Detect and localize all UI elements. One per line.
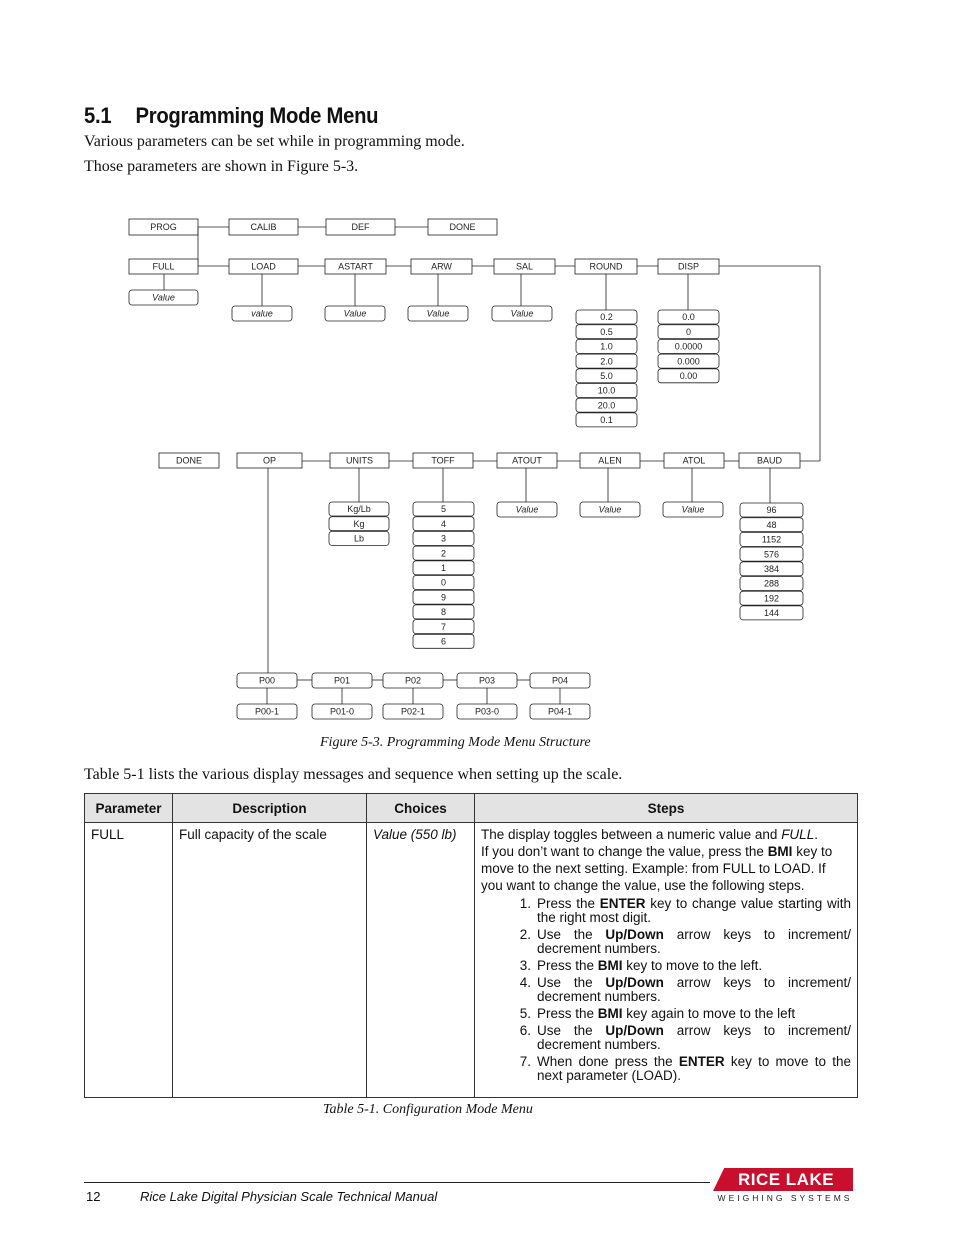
toff-option <box>413 590 474 604</box>
value-arw-label: Value <box>426 308 450 319</box>
value-atol <box>663 502 723 517</box>
toff-option-label: 6 <box>440 636 447 647</box>
disp-option-label: 0.00 <box>679 371 698 381</box>
op-value-p03-0-label: P03-0 <box>474 706 500 717</box>
baud-option-label: 1152 <box>761 534 782 545</box>
param-done-label: DONE <box>175 455 203 466</box>
round-option-label: 5.0 <box>600 371 613 381</box>
round-option <box>576 325 637 339</box>
toff-option <box>413 634 474 648</box>
cell-steps <box>475 823 858 1098</box>
units-option-label: Lb <box>353 533 365 544</box>
value-load <box>232 306 292 321</box>
param-baud-label: BAUD <box>756 455 783 466</box>
menu-done-label: DONE <box>449 222 476 233</box>
round-option-label: 0.5 <box>600 326 613 337</box>
param-sal-label: SAL <box>515 261 534 272</box>
value-atout-label: Value <box>515 504 539 515</box>
header-parameter: Parameter <box>85 794 173 823</box>
toff-option-label: 7 <box>440 621 447 632</box>
value-full-label: Value <box>152 292 175 303</box>
param-atout <box>497 453 557 468</box>
param-load <box>229 259 298 274</box>
toff-option-label: 9 <box>440 592 447 603</box>
step-item: 4. Use the Up/Down arrow keys to increment/ decrement numbers. <box>519 975 851 1004</box>
param-round-label: ROUND <box>589 261 623 272</box>
table-caption: Table 5-1. Configuration Mode Menu <box>323 1102 533 1117</box>
value-atol-label: Value <box>681 504 705 515</box>
param-toff <box>413 453 473 468</box>
baud-option <box>740 503 803 517</box>
toff-option <box>413 605 474 619</box>
manual-title: Rice Lake Digital Physician Scale Technical Manual <box>140 1189 438 1204</box>
value-full <box>129 290 198 305</box>
cell-parameter: FULL <box>85 823 173 1098</box>
value-arw <box>408 306 468 321</box>
intro-line-2: Those parameters are shown in Figure 5-3. <box>84 158 359 175</box>
baud-option-label: 96 <box>766 505 777 516</box>
intro-line-1: Various parameters can be set while in programming mode. <box>84 133 465 150</box>
param-astart-label: ASTART <box>338 261 373 272</box>
table-row <box>85 823 858 1098</box>
header-steps: Steps <box>475 794 858 823</box>
param-op <box>237 453 302 468</box>
round-option-label: 1.0 <box>600 341 613 352</box>
logo-subtitle: WEIGHING SYSTEMS <box>717 1193 853 1203</box>
toff-option-label: 4 <box>440 518 447 529</box>
param-disp <box>658 259 719 274</box>
step-item: 1. Press the ENTER key to change value starting with the right most digit. <box>519 896 851 925</box>
step-item: 5. Press the BMI key again to move to the left <box>519 1006 796 1021</box>
param-load-label: LOAD <box>251 261 276 272</box>
value-atout <box>497 502 557 517</box>
cell-choices: Value (550 lb) <box>367 823 475 1098</box>
disp-option <box>658 354 719 368</box>
baud-option-label: 192 <box>763 593 780 604</box>
table-intro: Table 5-1 lists the various display messages and sequence when setting up the scale. <box>84 766 623 783</box>
param-baud <box>739 453 800 468</box>
param-units-label: UNITS <box>346 455 373 466</box>
op-value-p02-1-label: P02-1 <box>400 706 426 717</box>
baud-option <box>740 547 803 561</box>
disp-option <box>658 369 719 383</box>
disp-option-label: 0 <box>685 326 692 337</box>
baud-option-label: 288 <box>763 578 780 589</box>
op-p00 <box>237 673 297 688</box>
value-sal-label: Value <box>510 308 534 319</box>
toff-option <box>413 531 474 545</box>
section-title: Programming Mode Menu <box>135 103 379 128</box>
units-option-label: Kg <box>353 518 365 529</box>
op-value-p01-0 <box>312 704 372 719</box>
steps-intro: The display toggles between a numeric value and FULL. If you don’t want to change the value, press the BMI key to move to the next setting. Example: from FULL to LOAD. If you want to change the value, use the following steps. <box>481 827 833 893</box>
op-p03 <box>457 673 517 688</box>
round-option <box>576 413 637 427</box>
toff-option-label: 1 <box>440 563 447 573</box>
toff-option <box>413 561 474 575</box>
menu-calib <box>229 219 298 235</box>
menu-calib-label: CALIB <box>250 222 277 233</box>
baud-option <box>740 577 803 591</box>
step-item: 7. When done press the ENTER key to move to the next parameter (LOAD). <box>519 1054 851 1083</box>
round-option-label: 0.1 <box>600 415 613 426</box>
op-p00-label: P00 <box>258 675 276 686</box>
value-astart <box>325 306 385 321</box>
disp-option-label: 0.000 <box>677 356 700 367</box>
toff-option-label: 2 <box>440 548 447 559</box>
op-p02 <box>383 673 443 688</box>
units-option <box>329 517 389 531</box>
rice-lake-logo <box>713 1168 853 1206</box>
units-option-label: Kg/Lb <box>347 504 371 515</box>
baud-option <box>740 532 803 546</box>
op-p01 <box>312 673 372 688</box>
round-option <box>576 398 637 412</box>
value-sal <box>492 306 552 321</box>
op-p04 <box>530 673 590 688</box>
op-p04-label: P04 <box>551 675 569 686</box>
param-op-label: OP <box>262 455 277 466</box>
op-value-p03-0 <box>457 704 517 719</box>
logo-name: RICE LAKE <box>737 1170 835 1189</box>
menu-prog <box>129 219 198 235</box>
op-p03-label: P03 <box>478 675 496 686</box>
steps-list <box>481 897 851 1083</box>
param-full-label: FULL <box>152 261 175 272</box>
disp-option-label: 0.0 <box>682 312 695 323</box>
baud-option-label: 48 <box>766 519 777 530</box>
menu-prog-label: PROG <box>150 222 177 233</box>
op-value-p04-1-label: P04-1 <box>547 706 573 717</box>
baud-option-label: 384 <box>763 564 780 574</box>
param-sal <box>494 259 555 274</box>
section-number: 5.1 <box>84 103 112 128</box>
value-astart-label: Value <box>343 308 367 319</box>
step-item: 6. Use the Up/Down arrow keys to increment/ decrement numbers. <box>519 1023 851 1052</box>
op-value-p01-0-label: P01-0 <box>329 706 355 717</box>
round-option <box>576 384 637 398</box>
op-p02-label: P02 <box>404 675 422 686</box>
round-option-label: 20.0 <box>597 400 616 411</box>
menu-def <box>326 219 395 235</box>
param-full <box>129 259 198 274</box>
disp-option <box>658 325 719 339</box>
param-disp-label: DISP <box>677 261 700 272</box>
round-option-label: 10.0 <box>597 385 616 396</box>
baud-option <box>740 518 803 532</box>
round-option <box>576 354 637 368</box>
param-arw-label: ARW <box>431 261 452 272</box>
round-option-label: 2.0 <box>600 356 613 367</box>
baud-option-label: 576 <box>763 549 780 560</box>
param-atout-label: ATOUT <box>512 455 542 466</box>
step-item: 2. Use the Up/Down arrow keys to increment/ decrement numbers. <box>519 927 851 956</box>
param-toff-label: TOFF <box>431 455 455 466</box>
disp-option-label: 0.0000 <box>674 341 703 352</box>
round-option <box>576 339 637 353</box>
baud-option <box>740 606 803 620</box>
round-option-label: 0.2 <box>600 312 613 323</box>
baud-option <box>740 562 803 576</box>
configuration-table <box>84 793 858 1098</box>
param-arw <box>411 259 472 274</box>
op-p01-label: P01 <box>333 675 351 686</box>
op-value-p02-1 <box>383 704 443 719</box>
units-option <box>329 531 389 545</box>
disp-option <box>658 339 719 353</box>
param-atol-label: ATOL <box>682 455 706 466</box>
param-units <box>330 453 389 468</box>
disp-option <box>658 310 719 324</box>
step-item: 3. Press the BMI key to move to the left. <box>519 958 763 973</box>
param-round <box>575 259 637 274</box>
toff-option <box>413 502 474 516</box>
toff-option <box>413 517 474 531</box>
toff-option <box>413 546 474 560</box>
figure-caption: Figure 5-3. Programming Mode Menu Structure <box>320 735 591 750</box>
value-alen <box>580 502 640 517</box>
header-choices: Choices <box>367 794 475 823</box>
value-load-label: value <box>251 308 273 319</box>
header-description: Description <box>173 794 367 823</box>
menu-done <box>428 219 497 235</box>
op-value-p00-1 <box>237 704 297 719</box>
param-alen-label: ALEN <box>598 455 622 466</box>
menu-def-label: DEF <box>351 222 370 233</box>
baud-option-label: 144 <box>763 608 780 619</box>
round-option <box>576 310 637 324</box>
op-value-p04-1 <box>530 704 590 719</box>
toff-option-label: 5 <box>440 504 447 515</box>
toff-option <box>413 620 474 634</box>
toff-option-label: 8 <box>440 607 447 618</box>
op-value-p00-1-label: P00-1 <box>254 706 280 717</box>
toff-option <box>413 576 474 590</box>
toff-option-label: 0 <box>440 577 447 588</box>
toff-option-label: 3 <box>440 533 447 544</box>
param-done <box>159 453 219 468</box>
baud-option <box>740 591 803 605</box>
page-number: 12 <box>86 1189 101 1204</box>
param-atol <box>664 453 724 468</box>
footer-rule <box>84 1182 710 1183</box>
value-alen-label: Value <box>598 504 622 515</box>
round-option <box>576 369 637 383</box>
units-option <box>329 502 389 516</box>
cell-description: Full capacity of the scale <box>173 823 367 1098</box>
param-alen <box>580 453 640 468</box>
param-astart <box>325 259 386 274</box>
